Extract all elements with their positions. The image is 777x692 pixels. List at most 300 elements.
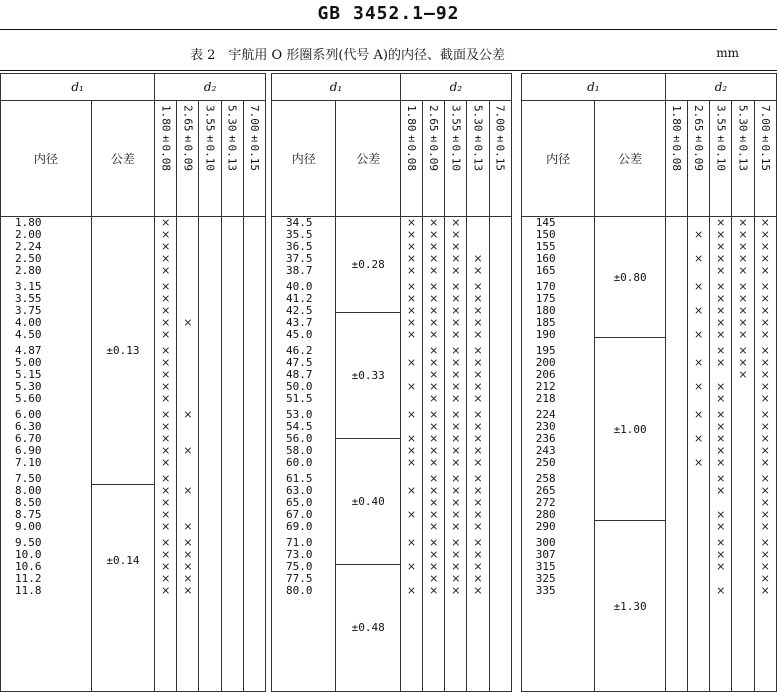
empty-mark (666, 293, 687, 305)
empty-mark (199, 217, 220, 229)
applicable-mark: × (429, 496, 439, 509)
empty-mark (222, 485, 243, 497)
inner-diameter-value: 71.0 (285, 536, 313, 549)
applicable-mark: × (473, 280, 483, 293)
inner-diameter-value: 38.7 (285, 264, 313, 277)
empty-mark (732, 497, 753, 509)
inner-diameter-value: 4.87 (15, 344, 42, 357)
size-header-1-5 (243, 101, 265, 217)
size-header-2-3 (445, 101, 467, 217)
inner-diameter-value: 190 (535, 328, 556, 341)
size-header-1-2 (177, 101, 199, 217)
empty-mark (244, 217, 265, 229)
applicable-mark: × (451, 444, 461, 457)
applicable-mark: × (406, 432, 417, 445)
applicable-mark: × (429, 584, 439, 597)
empty-mark (199, 421, 220, 433)
applicable-mark: × (451, 228, 461, 241)
applicable-mark: × (406, 292, 417, 305)
inner-diameter-value: 67.0 (285, 508, 313, 521)
empty-mark (244, 345, 265, 357)
applicable-mark: × (716, 420, 726, 433)
empty-mark (490, 561, 511, 573)
empty-mark (199, 485, 220, 497)
inner-diameter-value: 45.0 (285, 328, 313, 341)
empty-mark (688, 537, 709, 549)
applicable-mark: × (716, 252, 726, 265)
empty-mark (199, 585, 220, 597)
applicable-mark: × (473, 520, 483, 533)
empty-mark (490, 265, 511, 277)
applicable-mark: × (760, 380, 770, 393)
col1-size-2-marks (177, 217, 199, 692)
applicable-mark: × (738, 228, 748, 241)
empty-mark (244, 457, 265, 469)
applicable-mark: × (760, 584, 770, 597)
empty-mark (199, 241, 220, 253)
inner-diameter-value: 265 (535, 484, 556, 497)
applicable-mark: × (406, 240, 417, 253)
applicable-mark: × (429, 560, 439, 573)
inner-diameter-value: 11.8 (15, 584, 42, 597)
inner-diameter-value: 34.5 (285, 216, 313, 229)
tolerance-header-3: 公差 (595, 101, 666, 217)
applicable-mark: × (161, 496, 171, 509)
empty-mark (222, 445, 243, 457)
empty-mark (222, 409, 243, 421)
empty-mark (244, 537, 265, 549)
applicable-mark: × (473, 264, 483, 277)
applicable-mark: × (716, 280, 726, 293)
empty-mark (177, 393, 198, 405)
applicable-mark: × (429, 444, 439, 457)
size-header-3-5 (754, 101, 776, 217)
col2-tol-1: ±0.28 (336, 217, 399, 313)
applicable-mark: × (183, 536, 193, 549)
empty-mark (467, 217, 488, 229)
inner-diameter-value: 40.0 (285, 280, 313, 293)
empty-mark (732, 421, 753, 433)
header-rule (0, 29, 777, 30)
applicable-mark: × (406, 408, 417, 421)
size-label: 3.55±0.10 (714, 105, 728, 171)
empty-mark (199, 345, 220, 357)
empty-mark (177, 229, 198, 241)
applicable-mark: × (694, 304, 704, 317)
d2-header-2: d₂ (400, 74, 511, 101)
empty-mark (688, 497, 709, 509)
inner-diameter-value: 10.6 (15, 560, 42, 573)
inner-diameter-value: 272 (535, 496, 556, 509)
inner-diameter-value: 50.0 (285, 380, 313, 393)
applicable-mark: × (716, 508, 726, 521)
inner-diameter-value: 180 (535, 304, 556, 317)
empty-mark (666, 329, 687, 341)
applicable-mark: × (161, 328, 171, 341)
inner-diameter-value: 3.15 (15, 280, 42, 293)
empty-mark (177, 281, 198, 293)
applicable-mark: × (429, 304, 439, 317)
applicable-mark: × (429, 456, 439, 469)
applicable-mark: × (183, 560, 193, 573)
applicable-mark: × (451, 408, 461, 421)
inner-diameter-value: 6.70 (15, 432, 42, 445)
applicable-mark: × (451, 328, 461, 341)
inner-diameter-value: 6.90 (15, 444, 42, 457)
empty-mark (244, 265, 265, 277)
empty-mark (244, 241, 265, 253)
applicable-mark: × (760, 496, 770, 509)
applicable-mark: × (451, 496, 461, 509)
o-ring-table (0, 73, 777, 692)
empty-mark (666, 561, 687, 573)
inner-diameter-value: 230 (535, 420, 556, 433)
col3-size-4-marks (732, 217, 754, 692)
empty-mark (732, 585, 753, 597)
applicable-mark: × (473, 496, 483, 509)
empty-mark (490, 229, 511, 241)
empty-mark (177, 357, 198, 369)
applicable-mark: × (760, 560, 770, 573)
col2-size-2-marks (423, 217, 445, 692)
inner-diameter-value: 6.30 (15, 420, 42, 433)
size-label: 7.00±0.15 (247, 105, 261, 171)
tolerance-header-2: 公差 (336, 101, 400, 217)
applicable-mark: × (429, 264, 439, 277)
d1-header-3: d₁ (521, 74, 665, 101)
d1-header-1: d₁ (1, 74, 155, 101)
empty-mark (244, 549, 265, 561)
empty-mark (199, 509, 220, 521)
applicable-mark: × (716, 240, 726, 253)
inner-diameter-header-1: 内径 (1, 101, 92, 217)
empty-mark (222, 509, 243, 521)
empty-mark (666, 253, 687, 265)
empty-mark (732, 381, 753, 393)
empty-mark (688, 521, 709, 533)
applicable-mark: × (161, 536, 171, 549)
empty-mark (222, 357, 243, 369)
inner-diameter-value: 250 (535, 456, 556, 469)
size-header-2-1 (400, 101, 422, 217)
inner-diameter-value: 2.80 (15, 264, 42, 277)
empty-mark (666, 497, 687, 509)
empty-mark (490, 509, 511, 521)
empty-mark (244, 485, 265, 497)
inner-diameter-value: 8.75 (15, 508, 42, 521)
applicable-mark: × (183, 572, 193, 585)
applicable-mark: × (738, 240, 748, 253)
inner-diameter-value: 5.15 (15, 368, 42, 381)
applicable-mark: × (161, 368, 171, 381)
empty-mark (490, 433, 511, 445)
size-label: 5.30±0.13 (471, 105, 485, 171)
empty-mark (688, 265, 709, 277)
col2-tol-3: ±0.40 (336, 439, 399, 565)
empty-mark (490, 537, 511, 549)
applicable-mark: × (473, 380, 483, 393)
col1-size-5-marks (243, 217, 265, 692)
applicable-mark: × (473, 252, 483, 265)
empty-mark (222, 253, 243, 265)
empty-mark (490, 549, 511, 561)
empty-mark (177, 497, 198, 509)
applicable-mark: × (738, 368, 748, 381)
applicable-mark: × (451, 484, 461, 497)
empty-mark (244, 317, 265, 329)
empty-mark (199, 357, 220, 369)
empty-mark (222, 433, 243, 445)
empty-mark (222, 281, 243, 293)
applicable-mark: × (406, 228, 417, 241)
col3-tolerance-cell (595, 217, 666, 692)
empty-mark (244, 393, 265, 405)
applicable-mark: × (738, 280, 748, 293)
size-header-3-3 (710, 101, 732, 217)
col3-size-5-marks (754, 217, 776, 692)
inner-diameter-value: 243 (535, 444, 556, 457)
empty-mark (666, 381, 687, 393)
applicable-mark: × (716, 444, 726, 457)
applicable-mark: × (760, 536, 770, 549)
applicable-mark: × (716, 356, 726, 369)
applicable-mark: × (760, 432, 770, 445)
applicable-mark: × (429, 508, 439, 521)
applicable-mark: × (406, 484, 417, 497)
inner-diameter-value: 325 (535, 572, 556, 585)
applicable-mark: × (738, 316, 748, 329)
inner-diameter-value: 9.50 (15, 536, 42, 549)
applicable-mark: × (473, 548, 483, 561)
empty-mark (244, 561, 265, 573)
applicable-mark: × (760, 508, 770, 521)
applicable-mark: × (738, 252, 748, 265)
empty-mark (222, 537, 243, 549)
applicable-mark: × (161, 280, 171, 293)
applicable-mark: × (473, 408, 483, 421)
empty-mark (222, 585, 243, 597)
empty-mark (490, 357, 511, 369)
empty-mark (222, 573, 243, 585)
applicable-mark: × (406, 328, 417, 341)
table-caption (0, 44, 777, 68)
applicable-mark: × (473, 304, 483, 317)
applicable-mark: × (161, 584, 171, 597)
applicable-mark: × (161, 408, 171, 421)
empty-mark (244, 585, 265, 597)
applicable-mark: × (716, 228, 726, 241)
applicable-mark: × (451, 584, 461, 597)
applicable-mark: × (716, 328, 726, 341)
inner-diameter-value: 195 (535, 344, 556, 357)
inner-diameter-value: 6.00 (15, 408, 42, 421)
empty-mark (666, 509, 687, 521)
applicable-mark: × (429, 392, 439, 405)
empty-mark (199, 253, 220, 265)
empty-mark (467, 229, 488, 241)
applicable-mark: × (694, 356, 704, 369)
applicable-mark: × (161, 316, 171, 329)
empty-mark (222, 329, 243, 341)
applicable-mark: × (738, 356, 748, 369)
empty-mark (688, 573, 709, 585)
inner-diameter-value: 155 (535, 240, 556, 253)
applicable-mark: × (760, 520, 770, 533)
applicable-mark: × (161, 520, 171, 533)
empty-mark (199, 549, 220, 561)
applicable-mark: × (716, 520, 726, 533)
empty-mark (244, 573, 265, 585)
applicable-mark: × (473, 392, 483, 405)
inner-diameter-value: 56.0 (285, 432, 313, 445)
empty-mark (177, 265, 198, 277)
empty-mark (732, 573, 753, 585)
inner-diameter-value: 200 (535, 356, 556, 369)
applicable-mark: × (760, 484, 770, 497)
empty-mark (666, 317, 687, 329)
applicable-mark: × (429, 316, 439, 329)
applicable-mark: × (451, 240, 461, 253)
empty-mark (199, 229, 220, 241)
empty-mark (666, 433, 687, 445)
empty-mark (222, 561, 243, 573)
applicable-mark: × (429, 380, 439, 393)
inner-diameter-value: 73.0 (285, 548, 313, 561)
empty-mark (490, 585, 511, 597)
applicable-mark: × (451, 520, 461, 533)
empty-mark (688, 485, 709, 497)
applicable-mark: × (716, 380, 726, 393)
size-label: 3.55±0.10 (203, 105, 217, 171)
inner-diameter-value: 5.30 (15, 380, 42, 393)
applicable-mark: × (473, 456, 483, 469)
applicable-mark: × (473, 432, 483, 445)
inner-diameter-value: 46.2 (285, 344, 313, 357)
empty-mark (199, 329, 220, 341)
applicable-mark: × (451, 508, 461, 521)
empty-mark (490, 485, 511, 497)
inner-diameter-value: 212 (535, 380, 556, 393)
applicable-mark: × (451, 216, 461, 229)
applicable-mark: × (694, 456, 704, 469)
applicable-mark: × (451, 472, 461, 485)
applicable-mark: × (473, 572, 483, 585)
col2-size-3-marks (445, 217, 467, 692)
applicable-mark: × (760, 420, 770, 433)
size-header-3-1 (665, 101, 687, 217)
applicable-mark: × (473, 328, 483, 341)
col3-size-1-marks (665, 217, 687, 692)
inner-diameter-value: 10.0 (15, 548, 42, 561)
empty-mark (666, 549, 687, 561)
inner-diameter-value: 7.50 (15, 472, 42, 485)
applicable-mark: × (716, 316, 726, 329)
applicable-mark: × (429, 432, 439, 445)
applicable-mark: × (406, 444, 417, 457)
applicable-mark: × (473, 472, 483, 485)
applicable-mark: × (760, 216, 770, 229)
empty-mark (732, 485, 753, 497)
empty-mark (199, 381, 220, 393)
inner-diameter-value: 48.7 (285, 368, 313, 381)
inner-diameter-value: 236 (535, 432, 556, 445)
applicable-mark: × (451, 304, 461, 317)
empty-mark (666, 573, 687, 585)
empty-mark (688, 585, 709, 597)
empty-mark (244, 445, 265, 457)
empty-mark (490, 381, 511, 393)
empty-mark (222, 265, 243, 277)
empty-mark (177, 293, 198, 305)
empty-mark (177, 253, 198, 265)
empty-mark (199, 561, 220, 573)
empty-mark (222, 421, 243, 433)
applicable-mark: × (406, 584, 417, 597)
applicable-mark: × (429, 368, 439, 381)
size-header-3-2 (688, 101, 710, 217)
size-label: 2.65±0.09 (181, 105, 195, 171)
caption-title: 表 2 宇航用 O 形圈系列(代号 A)的内径、截面及公差 (190, 48, 505, 63)
applicable-mark: × (429, 252, 439, 265)
applicable-mark: × (760, 252, 770, 265)
inner-diameter-value: 218 (535, 392, 556, 405)
applicable-mark: × (183, 408, 193, 421)
empty-mark (688, 473, 709, 485)
applicable-mark: × (429, 216, 439, 229)
empty-mark (666, 241, 687, 253)
applicable-mark: × (429, 356, 439, 369)
applicable-mark: × (451, 560, 461, 573)
applicable-mark: × (760, 456, 770, 469)
applicable-mark: × (183, 520, 193, 533)
inner-diameter-value: 5.00 (15, 356, 42, 369)
empty-mark (732, 509, 753, 521)
empty-mark (199, 265, 220, 277)
empty-mark (222, 457, 243, 469)
empty-mark (666, 217, 687, 229)
inner-diameter-value: 160 (535, 252, 556, 265)
applicable-mark: × (429, 548, 439, 561)
empty-mark (244, 421, 265, 433)
col2-tol-4: ±0.48 (351, 621, 385, 634)
inner-diameter-value: 37.5 (285, 252, 313, 265)
inner-diameter-value: 2.24 (15, 240, 42, 253)
inner-diameter-value: 9.00 (15, 520, 42, 533)
size-header-1-4 (221, 101, 243, 217)
inner-diameter-value: 335 (535, 584, 556, 597)
standard-code: GB 3452.1—92 (317, 3, 460, 24)
applicable-mark: × (406, 560, 417, 573)
empty-mark (199, 393, 220, 405)
empty-mark (666, 393, 687, 405)
empty-mark (244, 229, 265, 241)
empty-mark (199, 409, 220, 421)
inner-diameter-value: 315 (535, 560, 556, 573)
applicable-mark: × (760, 344, 770, 357)
empty-mark (222, 293, 243, 305)
applicable-mark: × (451, 368, 461, 381)
inner-diameter-value: 4.50 (15, 328, 42, 341)
col2-tolerance-cell (336, 217, 400, 692)
inner-diameter-value: 206 (535, 368, 556, 381)
applicable-mark: × (738, 344, 748, 357)
inner-diameter-value: 58.0 (285, 444, 313, 457)
applicable-mark: × (451, 280, 461, 293)
empty-mark (732, 433, 753, 445)
empty-mark (490, 293, 511, 305)
applicable-mark: × (716, 344, 726, 357)
inner-diameter-value: 2.00 (15, 228, 42, 241)
